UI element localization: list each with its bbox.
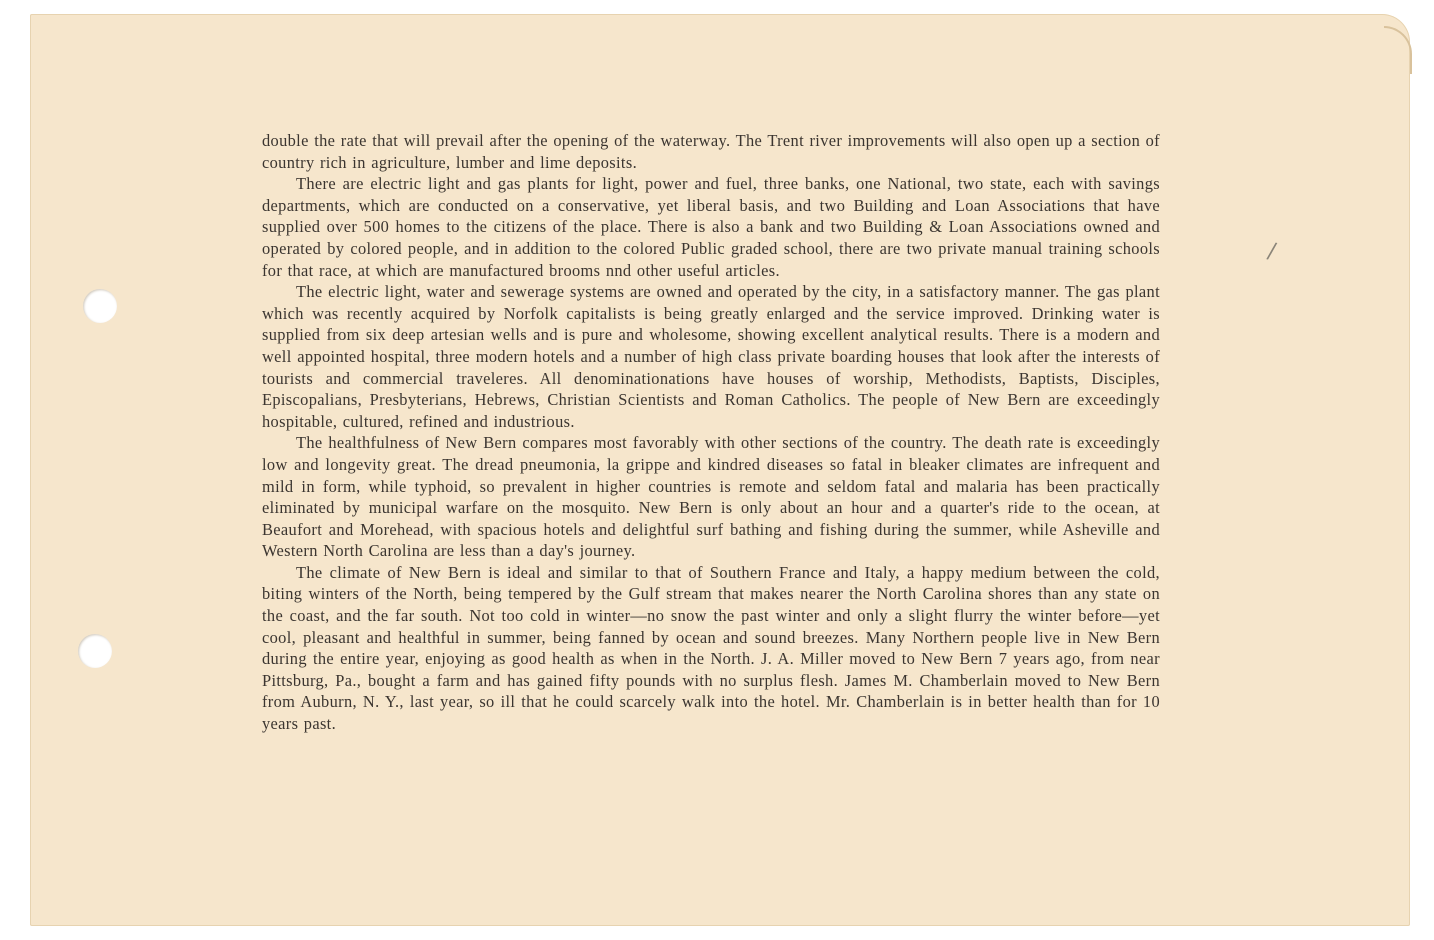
- paragraph-2: There are electric light and gas plants for light, power and fuel, three banks, one National, two state, each with savings departments, which are conducted on a conservative, yet liberal basis, and two Building and Loan Associations that have supplied over 500 homes to the citizens of the place. There is also a bank and two Building & Loan Associations owned and operated by colored people, and in addition to the colored Public graded school, there are two private manual training schools for that race, at which are manufactured brooms nnd other useful articles.: [262, 174, 1160, 280]
- folded-corner: [1384, 26, 1412, 74]
- body-text: [262, 130, 1160, 735]
- punch-hole-top: [83, 289, 117, 323]
- paragraph-1: double the rate that will prevail after the opening of the waterway. The Trent river improvements will also open up a section of country rich in agriculture, lumber and lime deposits.: [262, 131, 1160, 172]
- paragraph-5: The climate of New Bern is ideal and similar to that of Southern France and Italy, a happy medium between the cold, biting winters of the North, being tempered by the Gulf stream that makes nearer the North Carolina shores than any state on the coast, and the far south. Not too cold in winter—no snow the past winter and only a slight flurry the winter before—yet cool, pleasant and healthful in summer, being fanned by ocean and sound breezes. Many Northern people live in New Bern during the entire year, enjoying as good health as when in the North. J. A. Miller moved to New Bern 7 years ago, from near Pittsburg, Pa., bought a farm and has gained fifty pounds with no surplus flesh. James M. Chamberlain moved to New Bern from Auburn, N. Y., last year, so ill that he could scarcely walk into the hotel. Mr. Chamberlain is in better health than for 10 years past.: [262, 562, 1160, 734]
- pencil-margin-mark: /: [1265, 238, 1278, 265]
- punch-hole-bottom: [78, 634, 112, 668]
- paragraph-3: The electric light, water and sewerage systems are owned and operated by the city, in a satisfactory manner. The gas plant which was recently acquired by Norfolk capitalists is being greatly enlarged and the service improved. Drinking water is supplied from six deep artesian wells and is pure and wholesome, showing excellent analytical results. There is a modern and well appointed hospital, three modern hotels and a number of high class private boarding houses that look after the interests of tourists and commercial traveleres. All denominationations have houses of worship, Methodists, Baptists, Disciples, Episcopalians, Presbyterians, Hebrews, Christian Scientists and Roman Catholics. The people of New Bern are exceedingly hospitable, cultured, refined and industrious.: [262, 282, 1160, 431]
- paragraph-4: The healthfulness of New Bern compares most favorably with other sections of the country. The death rate is exceedingly low and longevity great. The dread pneumonia, la grippe and kindred diseases so fatal in bleaker climates are infrequent and mild in form, while typhoid, so prevalent in higher countries is remote and seldom fatal and malaria has been practically eliminated by municipal warfare on the mosquito. New Bern is only about an hour and a quarter's ride to the ocean, at Beaufort and Morehead, with spacious hotels and delightful surf bathing and fishing during the summer, while Asheville and Western North Carolina are less than a day's journey.: [262, 433, 1160, 561]
